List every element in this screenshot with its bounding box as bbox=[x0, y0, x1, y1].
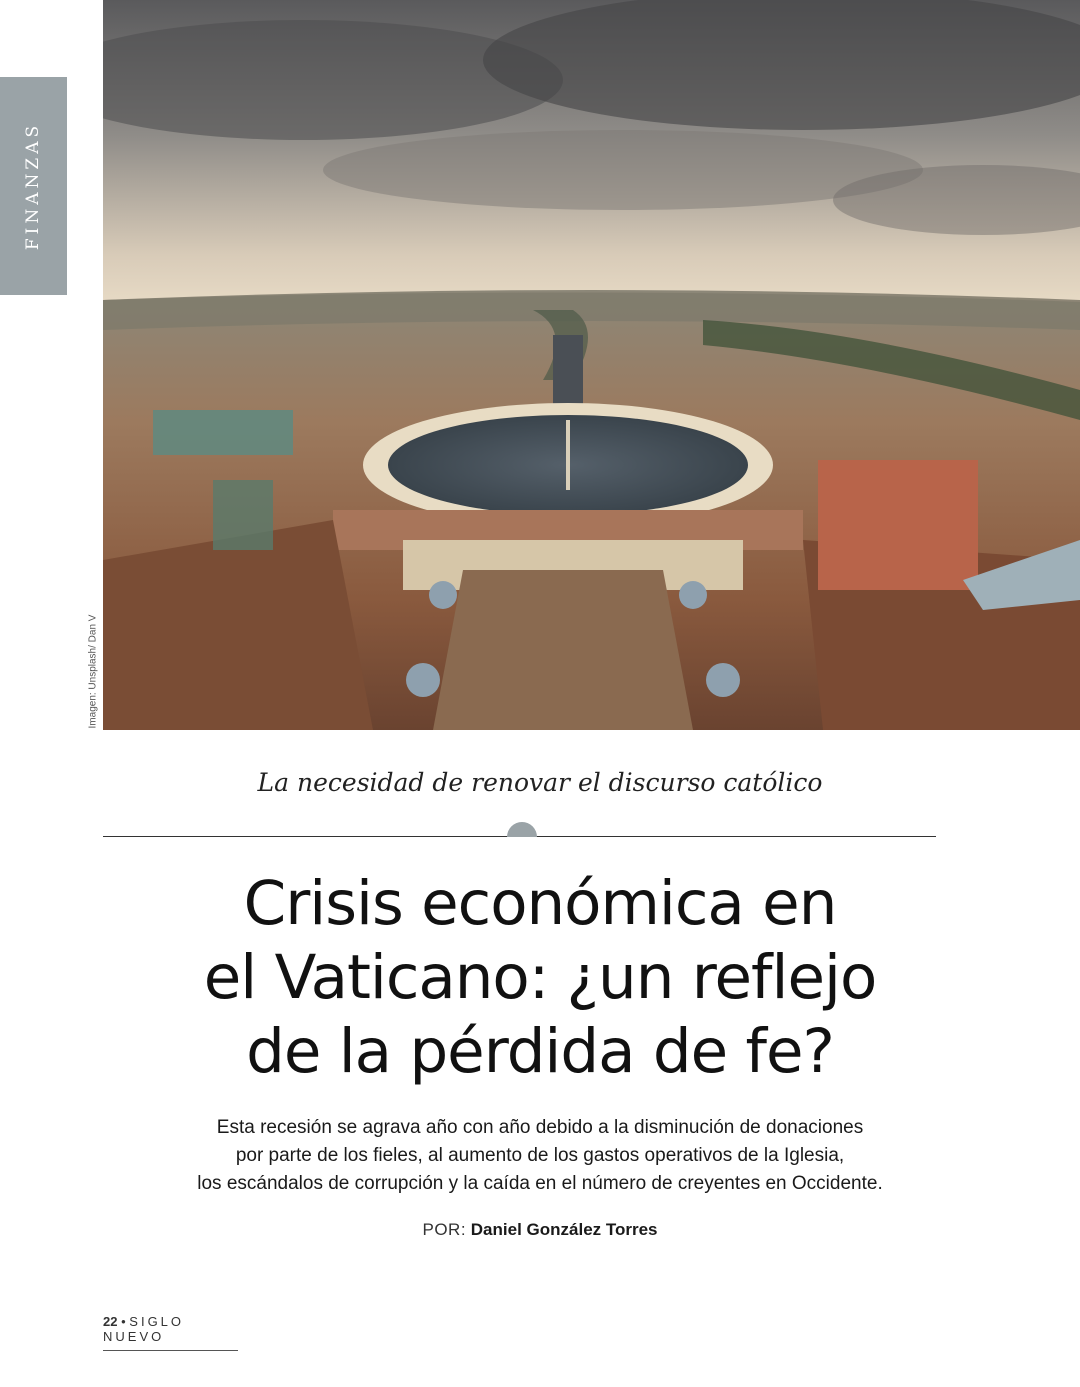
hero-photo bbox=[103, 0, 1080, 730]
divider-ornament bbox=[507, 822, 537, 837]
headline-line: de la pérdida de fe? bbox=[246, 1016, 834, 1087]
dek-line: por parte de los fieles, al aumento de los gastos operativos de la Iglesia, bbox=[235, 1145, 845, 1166]
byline bbox=[0, 1220, 1080, 1240]
byline-author: Daniel González Torres bbox=[470, 1220, 658, 1239]
folio-separator: • bbox=[121, 1314, 126, 1329]
dek-line: Esta recesión se agrava año con año debido a la disminución de donaciones bbox=[216, 1117, 864, 1138]
page-folio bbox=[103, 1314, 238, 1351]
photo-credit bbox=[86, 612, 100, 730]
aerial-city-illustration bbox=[103, 0, 1080, 730]
byline-label: POR: bbox=[422, 1220, 467, 1239]
page-number: 22 bbox=[103, 1314, 118, 1329]
article-headline bbox=[0, 867, 1080, 1089]
headline-line: el Vaticano: ¿un reflejo bbox=[203, 942, 877, 1013]
section-tab bbox=[0, 77, 67, 295]
article-kicker: La necesidad de renovar el discurso católico bbox=[257, 768, 823, 797]
dek-line: los escándalos de corrupción y la caída en el número de creyentes en Occidente. bbox=[197, 1173, 883, 1194]
publication-name: SIGLO NUEVO bbox=[103, 1314, 185, 1344]
headline-line: Crisis económica en bbox=[243, 868, 837, 939]
article-dek bbox=[0, 1114, 1080, 1198]
photo-credit-text: Imagen: Unsplash/ Dan V bbox=[87, 614, 99, 728]
section-label: FINANZAS bbox=[23, 121, 44, 251]
